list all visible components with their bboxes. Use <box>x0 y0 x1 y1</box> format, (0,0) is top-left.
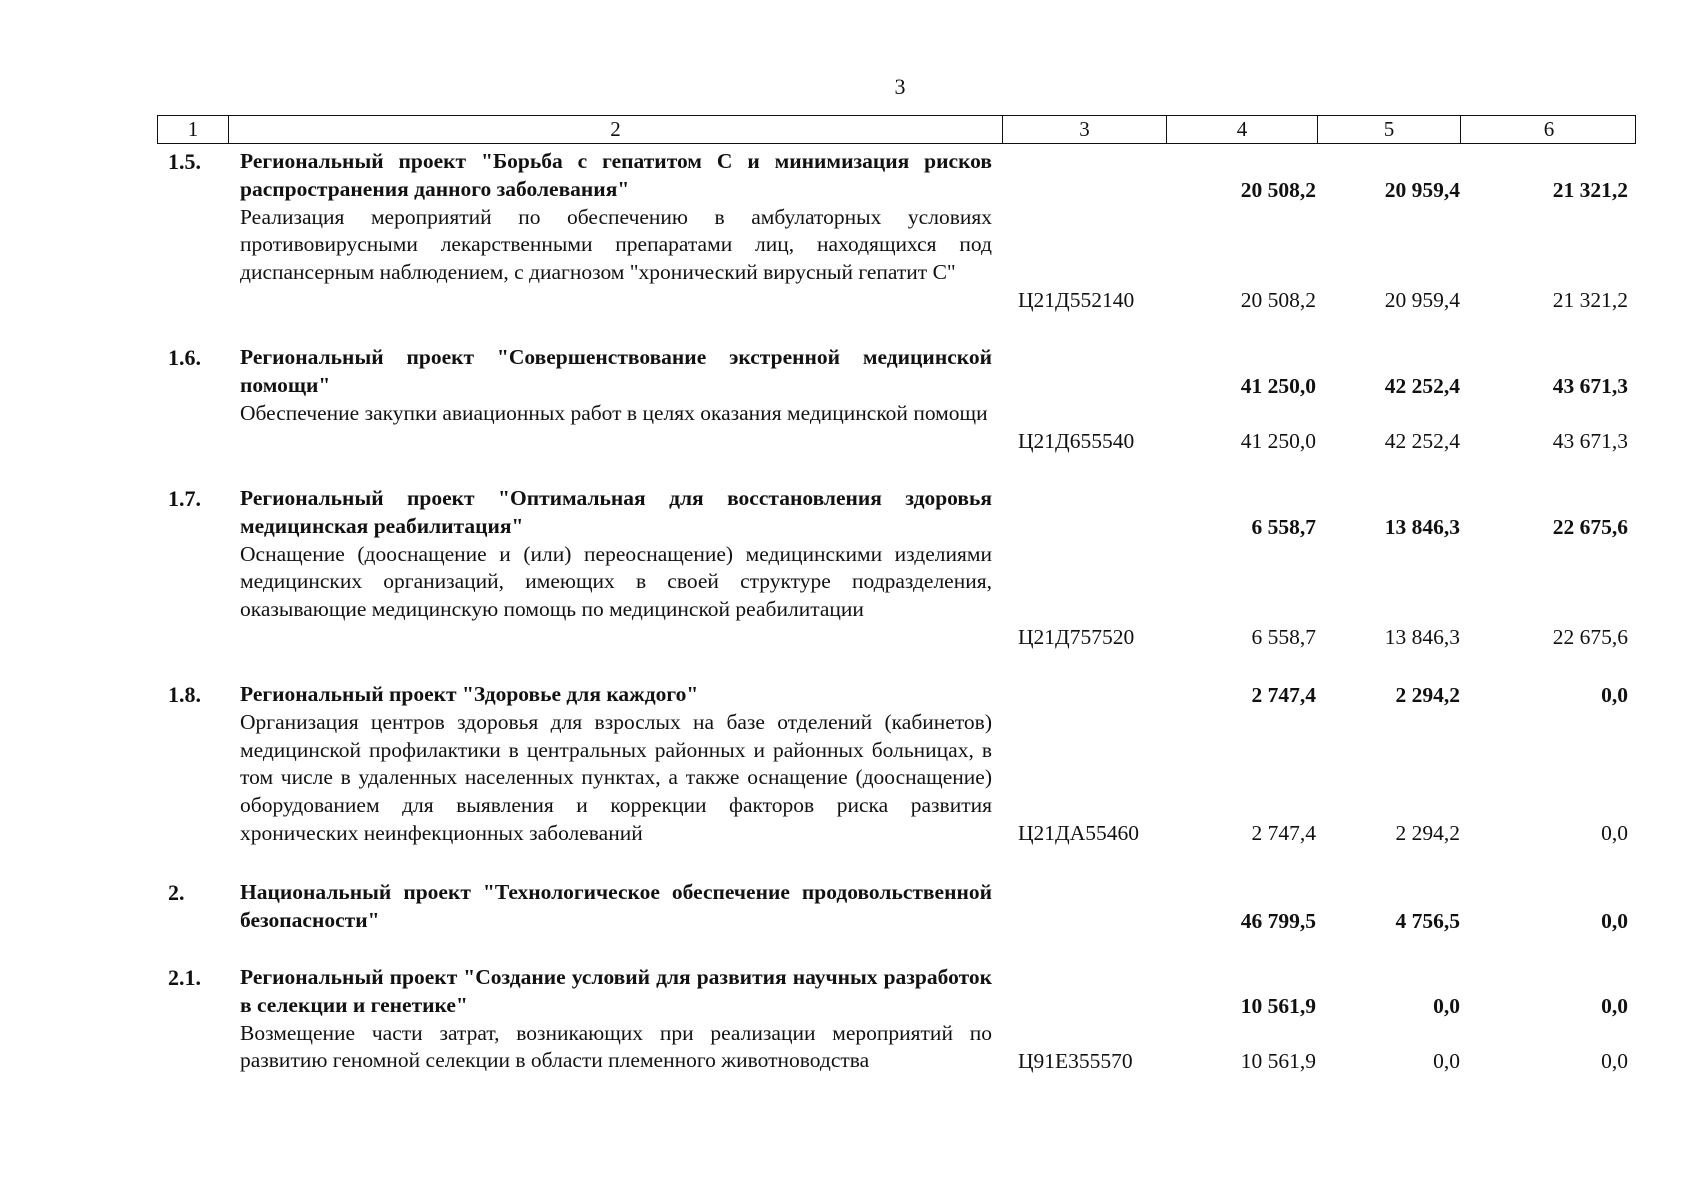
value-col-4: 2 747,4 <box>1251 821 1316 845</box>
row-text <box>240 485 992 624</box>
row-title: Региональный проект "Борьба с гепатитом С и минимизация рисков распространения данного заболевания" <box>240 149 992 201</box>
total-col-4: 6 558,7 <box>1251 515 1316 539</box>
total-col-5: 2 294,2 <box>1395 683 1460 707</box>
value-col-4: 41 250,0 <box>1240 429 1316 453</box>
row-description: Реализация мероприятий по обеспечению в амбулаторных условиях противовирусными лекарственными препаратами лиц, находящихся под диспансерным наблюдением, с диагнозом "хронический вирусный гепатит С" <box>240 204 992 285</box>
row-description: Организация центров здоровья для взрослых на базе отделений (кабинетов) медицинской профилактики в центральных районных и районных больницах, в том числе в удаленных населенных пунктах, а также оснащение (дооснащение) оборудованием для выявления и коррекции факторов риска развития хронических неинфекционных заболеваний <box>240 709 992 845</box>
row-title: Региональный проект "Создание условий для развития научных разработок в селекции и генетике" <box>240 965 992 1017</box>
row-number: 1.8. <box>168 682 201 707</box>
row-text <box>240 964 992 1075</box>
total-col-5: 0,0 <box>1433 994 1460 1018</box>
row-number: 2. <box>168 880 185 905</box>
header-col-5: 5 <box>1318 116 1461 143</box>
header-col-2: 2 <box>229 116 1003 143</box>
total-col-5: 20 959,4 <box>1384 178 1460 202</box>
budget-code: Ц21Д757520 <box>1018 625 1135 649</box>
value-col-6: 0,0 <box>1601 1049 1628 1073</box>
total-col-6: 22 675,6 <box>1552 515 1628 539</box>
row-title: Региональный проект "Оптимальная для восстановления здоровья медицинская реабилитация" <box>240 486 992 538</box>
row-text <box>240 148 992 287</box>
header-col-6: 6 <box>1543 117 1555 141</box>
total-col-6: 0,0 <box>1601 683 1628 707</box>
total-col-6: 0,0 <box>1601 994 1628 1018</box>
row-description: Возмещение части затрат, возникающих при реализации мероприятий по развитию геномной селекции в области племенного животноводства <box>240 1020 992 1073</box>
budget-code: Ц21Д552140 <box>1018 288 1135 312</box>
value-col-5: 13 846,3 <box>1384 625 1460 649</box>
value-col-4: 10 561,9 <box>1240 1049 1316 1073</box>
value-col-5: 0,0 <box>1433 1049 1460 1073</box>
total-col-4: 2 747,4 <box>1251 683 1316 707</box>
value-col-4: 20 508,2 <box>1240 288 1316 312</box>
value-col-5: 20 959,4 <box>1384 288 1460 312</box>
row-number: 1.6. <box>168 345 201 370</box>
row-description: Обеспечение закупки авиационных работ в целях оказания медицинской помощи <box>240 400 988 425</box>
total-col-6: 43 671,3 <box>1552 374 1628 398</box>
budget-code: Ц91Е355570 <box>1018 1049 1133 1073</box>
row-title: Национальный проект "Технологическое обеспечение продовольственной безопасности" <box>240 880 992 932</box>
value-col-6: 43 671,3 <box>1552 429 1628 453</box>
value-col-6: 0,0 <box>1601 821 1628 845</box>
row-title: Региональный проект "Здоровье для каждого" <box>240 682 699 706</box>
value-col-4: 6 558,7 <box>1251 625 1316 649</box>
total-col-4: 46 799,5 <box>1240 909 1316 933</box>
value-col-5: 2 294,2 <box>1395 821 1460 845</box>
total-col-6: 21 321,2 <box>1552 178 1628 202</box>
row-text <box>240 344 992 427</box>
value-col-6: 21 321,2 <box>1552 288 1628 312</box>
value-col-6: 22 675,6 <box>1552 625 1628 649</box>
total-col-5: 13 846,3 <box>1384 515 1460 539</box>
row-text <box>240 879 992 935</box>
total-col-5: 4 756,5 <box>1395 909 1460 933</box>
row-description: Оснащение (дооснащение и (или) переоснащение) медицинскими изделиями медицинских организаций, имеющих в своей структуре подразделения, оказывающие медицинскую помощь по медицинской реабилитации <box>240 541 992 622</box>
value-col-5: 42 252,4 <box>1384 429 1460 453</box>
header-col-3: 3 <box>1003 116 1167 143</box>
total-col-4: 20 508,2 <box>1240 178 1316 202</box>
total-col-4: 10 561,9 <box>1240 994 1316 1018</box>
total-col-5: 42 252,4 <box>1384 374 1460 398</box>
header-col-1: 1 <box>158 116 229 143</box>
row-number: 1.5. <box>168 149 201 174</box>
row-number: 1.7. <box>168 486 201 511</box>
budget-code: Ц21ДА55460 <box>1018 821 1139 845</box>
row-title: Региональный проект "Совершенствование экстренной медицинской помощи" <box>240 345 992 397</box>
total-col-6: 0,0 <box>1601 909 1628 933</box>
row-text <box>240 681 992 848</box>
budget-code: Ц21Д655540 <box>1018 429 1135 453</box>
page-number: 3 <box>894 74 906 99</box>
row-number: 2.1. <box>168 965 201 990</box>
header-col-4: 4 <box>1167 116 1318 143</box>
total-col-4: 41 250,0 <box>1240 374 1316 398</box>
